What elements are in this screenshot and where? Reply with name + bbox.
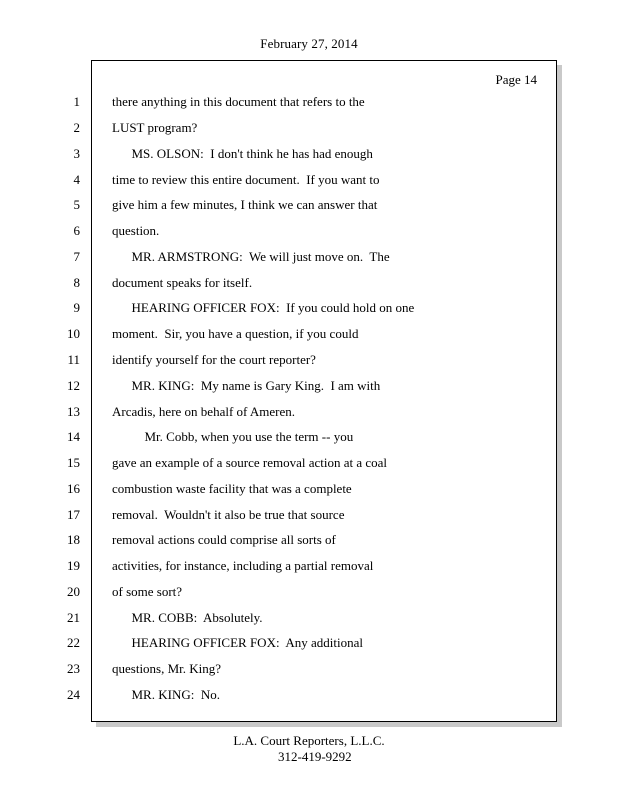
line-number: 17 [67,507,80,522]
line-text: removal. Wouldn't it also be true that source [112,507,345,522]
line-number: 23 [67,661,80,676]
line-number: 13 [67,404,80,419]
line-number: 21 [67,610,80,625]
line-text: activities, for instance, including a partial removal [112,558,374,573]
line-text: time to review this entire document. If you want to [112,172,380,187]
line-number: 7 [73,249,80,264]
line-number: 15 [67,455,80,470]
line-text: MR. KING: No. [112,687,220,702]
line-text: Arcadis, here on behalf of Ameren. [112,404,296,419]
line-number: 9 [73,300,80,315]
line-number: 24 [67,687,80,702]
line-number: 19 [67,558,80,573]
line-text: gave an example of a source removal action at a coal [112,455,388,470]
line-number: 16 [67,481,80,496]
line-text: MS. OLSON: I don't think he has had enough [112,146,373,161]
line-number: 5 [73,197,80,212]
line-text: questions, Mr. King? [112,661,222,676]
line-number: 4 [73,172,80,187]
line-number: 22 [67,635,80,650]
line-text: give him a few minutes, I think we can answer that [112,197,378,212]
line-number: 3 [73,146,80,161]
line-number: 18 [67,532,80,547]
line-text: removal actions could comprise all sorts of [112,532,336,547]
line-text: moment. Sir, you have a question, if you could [112,326,359,341]
line-number: 2 [73,120,80,135]
line-text: MR. ARMSTRONG: We will just move on. The [112,249,390,264]
line-number: 6 [73,223,80,238]
line-text: MR. COBB: Absolutely. [112,610,263,625]
page-number-label: Page 14 [495,72,537,87]
line-text: LUST program? [112,120,198,135]
line-text: HEARING OFFICER FOX: Any additional [112,635,363,650]
line-text: identify yourself for the court reporter? [112,352,316,367]
line-number: 8 [73,275,80,290]
line-number: 14 [67,429,80,444]
line-text: there anything in this document that refers to the [112,94,365,109]
line-text: of some sort? [112,584,183,599]
header-date: February 27, 2014 [260,36,358,51]
line-text: MR. KING: My name is Gary King. I am with [112,378,381,393]
footer-phone-number: 312-419-9292 [278,749,352,764]
line-number: 20 [67,584,80,599]
footer-company-name: L.A. Court Reporters, L.L.C. [233,733,385,748]
line-text: document speaks for itself. [112,275,253,290]
line-text: Mr. Cobb, when you use the term -- you [112,429,354,444]
line-number: 1 [73,94,80,109]
line-number: 11 [67,352,80,367]
line-number: 10 [67,326,80,341]
line-text: HEARING OFFICER FOX: If you could hold on one [112,300,415,315]
line-number: 12 [67,378,80,393]
line-text: combustion waste facility that was a complete [112,481,352,496]
line-text: question. [112,223,160,238]
